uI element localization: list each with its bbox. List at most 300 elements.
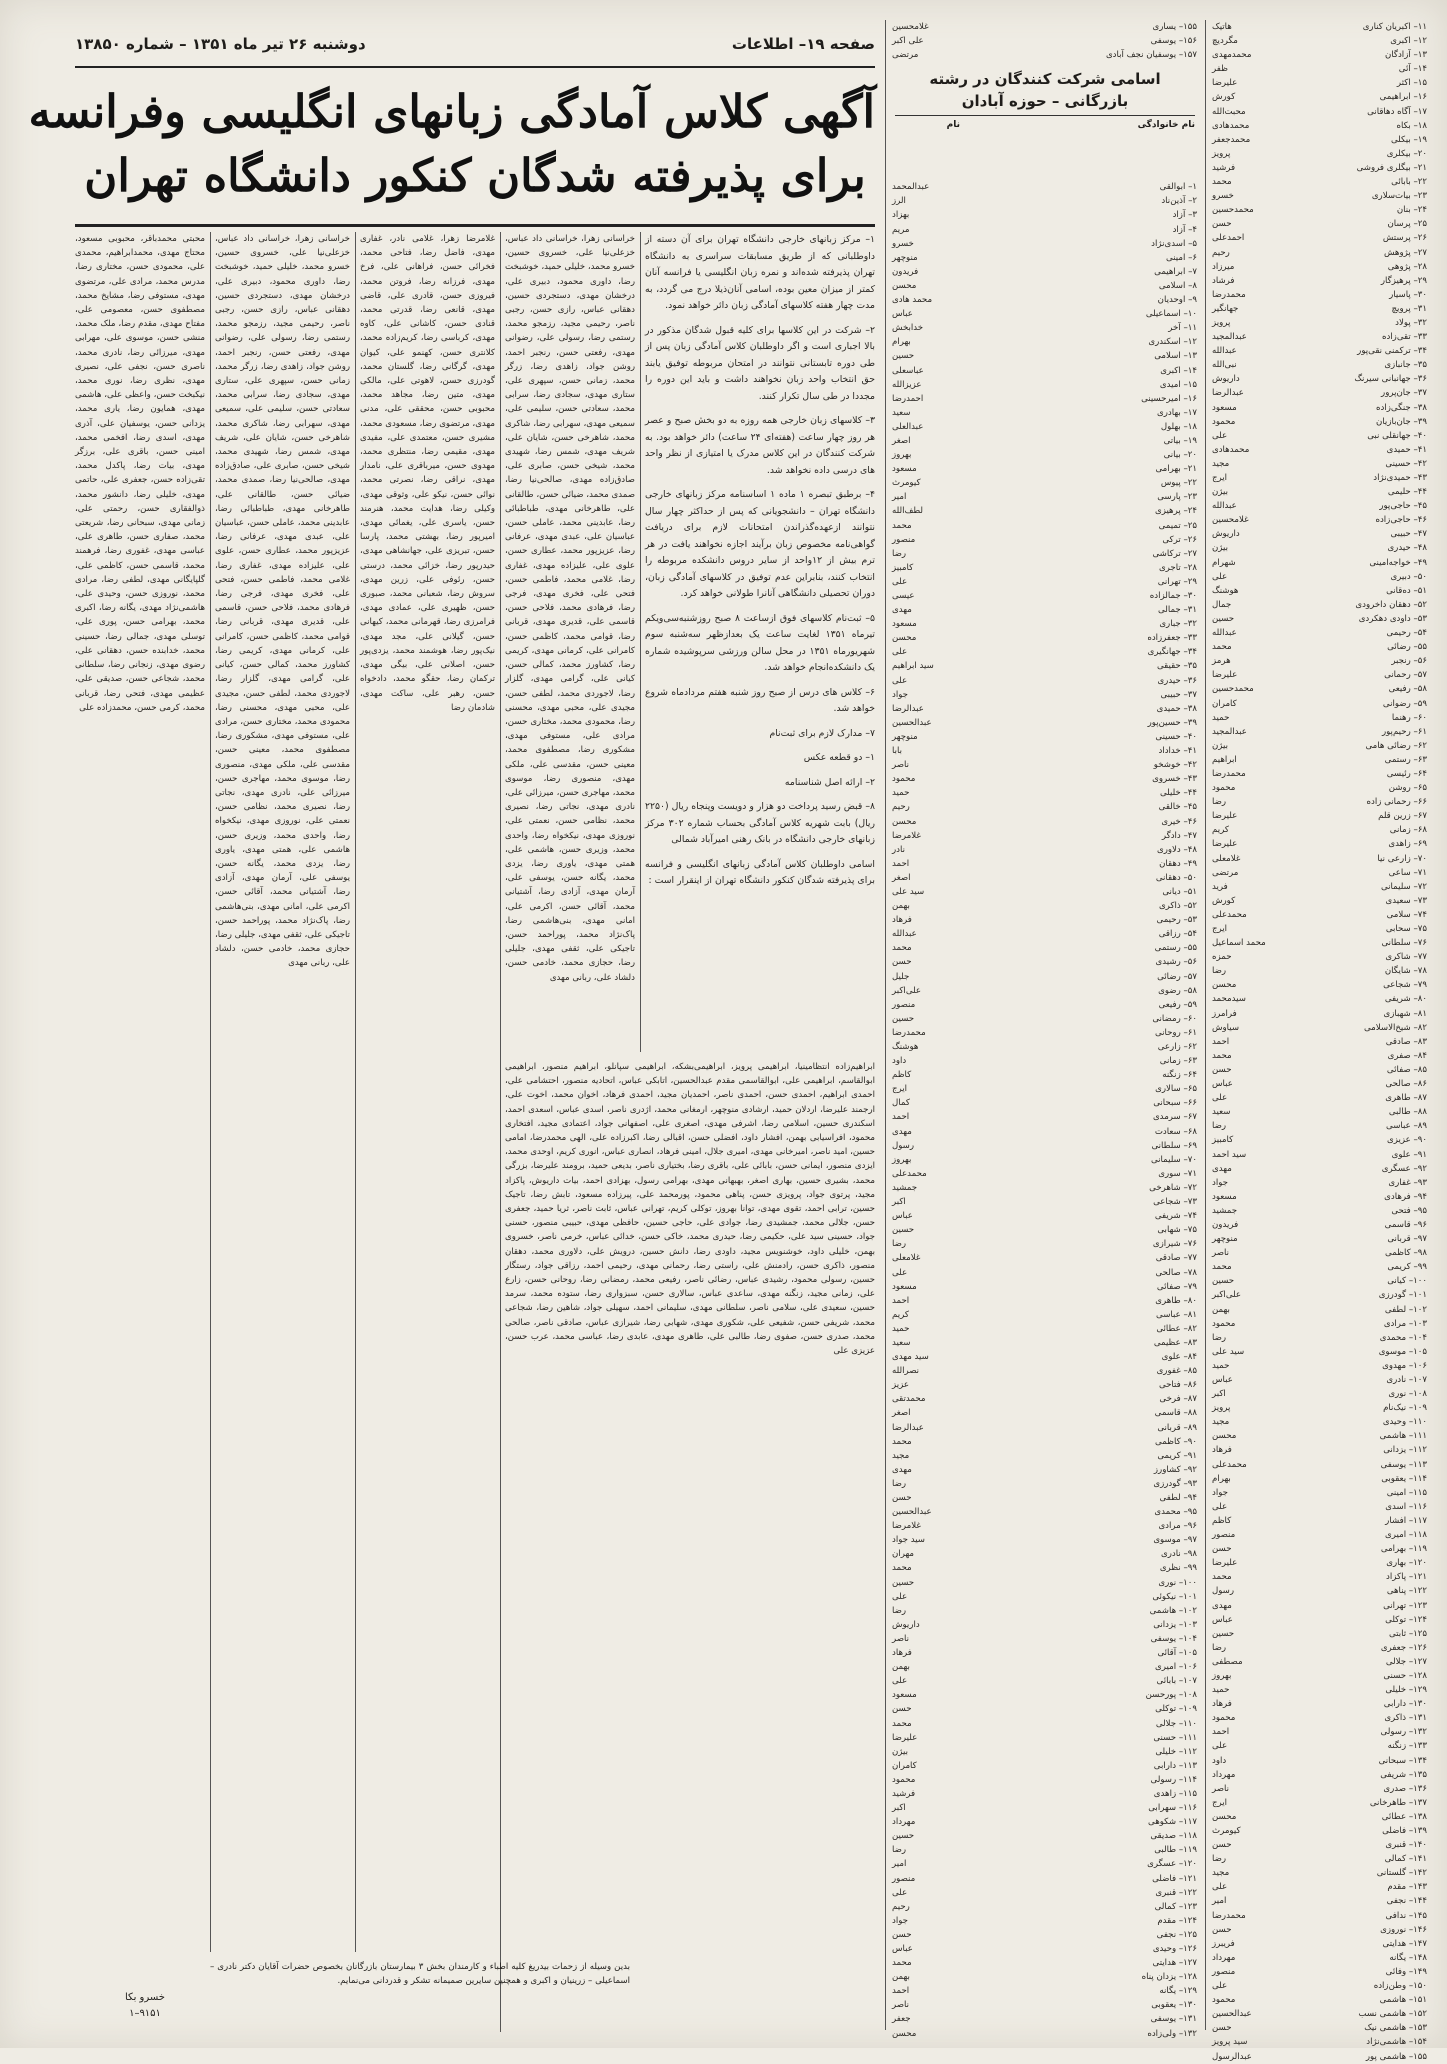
headline-rule [75,224,875,227]
name-list-row [1212,457,1427,471]
first-name: کیومرث [892,478,921,489]
family-name: ۱۵۰– وطن‌زاده [1373,1981,1427,1992]
family-name: ۹۲– عسگری [1381,1163,1427,1174]
name-list-row [892,899,1197,913]
first-name: فریبرز [1212,1938,1235,1949]
first-name: حمزه [1212,952,1232,963]
family-name: ۲۰– بیکلری [1386,148,1427,159]
name-list-row [1212,697,1427,711]
first-name: سعید [892,407,911,418]
name-list-row [1212,1218,1427,1232]
first-name: علی‌اکبر [892,985,921,996]
name-list-row [1212,1514,1427,1528]
name-list-row [892,490,1197,504]
family-name: ۶۹– سلطانی [1151,1140,1197,1151]
name-list-row [1212,1599,1427,1613]
first-name: اکبر [1212,1389,1226,1400]
name-list-row [892,307,1197,321]
family-name: ۴۴– خلیلی [1159,788,1197,799]
family-name: ۵۳– رحیمی [1156,915,1197,926]
first-name: محسن [892,2028,917,2039]
first-name: عبدالرسول [1212,2051,1252,2062]
family-name: ۶۸– سعادت [1154,1126,1197,1137]
family-name: ۸۵– صفائی [1386,1064,1427,1075]
notice-paragraph: ۲– شرکت در این کلاسها برای کلیه قبول شدگان مذکور در بالا اجباری است و اگر داوطلبان کلاس آمادگی زبان پس از طی دوره تابستانی نتوانند در امتحان مربوطه توفیق یابند حق انتخاب واحد زبان نخواهند داشت و باید این دوره را مجددا در طی سال تکرار کنند. [645,324,875,402]
name-list-row [892,857,1197,871]
family-name: ۳۸– جنگی‌زاده [1376,402,1427,413]
family-name: ۱۱۰– جلالی [1155,1718,1197,1729]
family-name: ۷۳– سعیدی [1385,895,1427,906]
first-name: رسول [892,1140,915,1151]
first-name: میرزاد [1212,261,1235,272]
first-name: محمدرضا [1212,289,1246,300]
family-name: ۹۳– گودرزی [1153,1478,1197,1489]
family-name: ۳۷– جان‌پرور [1381,388,1427,399]
name-list-row [892,392,1197,406]
first-name: محمود [892,1774,916,1785]
name-list-row [1212,260,1427,274]
signature-name: خسرو بکا [125,1992,165,2003]
family-name: ۱۱۶– اسدی [1385,1501,1427,1512]
first-name: مسعود [892,1281,917,1292]
family-name: ۲۱– بیگلری فروشی [1356,162,1427,173]
name-list-row [892,349,1197,363]
first-name: منصور [892,534,916,545]
first-name: مهدی [892,605,912,616]
first-name: سید مهدی [892,1352,929,1363]
name-list-row [1212,1331,1427,1345]
name-list-row [1212,1190,1427,1204]
first-name: کاظم [892,1070,912,1081]
first-name: مجید [1212,1417,1230,1428]
family-name: ۸۶– صالحی [1385,1079,1427,1090]
first-name: رحیم [892,802,910,813]
name-list-row [1212,386,1427,400]
first-name: فریدون [892,266,919,277]
first-name: حمید [892,1323,910,1334]
first-name: ناصر [892,2000,910,2011]
first-name: حسن [892,1493,912,1503]
family-name: ۱۲۸– یزدان پناه [1141,1972,1197,1983]
name-list-row [892,1054,1197,1068]
first-name: رحیم [892,1901,910,1912]
first-name: اصغر [892,872,911,883]
name-list-row [1212,499,1427,513]
family-name: ۵۷– رضائی [1157,971,1197,982]
first-name: رسول [1212,1586,1235,1597]
first-name: علی [892,576,908,587]
family-name: ۵۰– دبیری [1390,571,1427,582]
first-name: محبت‌الله [1212,106,1246,117]
first-name: سید پرویز [1212,2037,1248,2048]
first-name: مهرداد [1212,1952,1236,1963]
name-list-row [892,1068,1197,1082]
first-name: سیاوش [1212,1022,1240,1033]
family-name: ۱۱۱– حسنی [1153,1732,1197,1743]
first-name: محمد هادی [892,295,933,306]
name-list-row [1212,1063,1427,1077]
family-name: ۱۲۰– عسگری [1147,1859,1197,1870]
first-name: خسرو [892,238,914,249]
name-list-row [892,1463,1197,1477]
first-name: محمود [1212,1318,1236,1329]
first-name: عباسعلی [892,365,924,376]
name-list-row [892,998,1197,1012]
name-list-row [892,603,1197,617]
family-name: ۱۱۷– شکوهی [1148,1817,1197,1828]
name-list-row [892,1533,1197,1547]
first-name: عباس [1212,1614,1233,1625]
name-list-row [892,659,1197,673]
family-name: ۱۴۲– گلستانی [1376,1868,1427,1879]
name-list-row [1212,1641,1427,1655]
first-name: علی اکبر [892,36,924,47]
family-name: ۴۰– جهانقلی نبی [1367,430,1427,441]
family-name: ۱۳۱– یوسفی [1150,2014,1197,2025]
name-list-row [892,448,1197,462]
name-list-row [892,645,1197,659]
first-name: بهرام [1212,1473,1231,1484]
name-list-row [892,1702,1197,1716]
notice-paragraph: ۵– ثبت‌نام کلاسهای فوق ازساعت ۸ صبح روزشنبه‌سی‌ویکم تیرماه ۱۳۵۱ لغایت ساعت یک بعدازظهر سه‌شنبه سوم شهریورماه ۱۳۵۱ در محل سالن ورزشی سرپوشیده شماره یک دانشکده‌انجام خواهد شد. [645,612,876,673]
first-name: محمدهادی [1212,444,1250,455]
name-list-row [892,1153,1197,1167]
family-name: ۱۴۹– وفائی [1385,1966,1427,1977]
family-name: ۴– آزاد [1172,224,1197,235]
name-list-row [892,1801,1197,1815]
first-name: علی [1212,571,1228,582]
name-list-row [1212,640,1427,654]
first-name: رضا [1212,1121,1227,1132]
first-name: محسن [892,633,917,644]
name-list-row [1212,556,1427,570]
name-list-row [1212,767,1427,781]
family-name: ۳۶– حیدری [1157,675,1197,686]
first-name: رحیم [1212,247,1230,258]
first-name: فرهاد [892,1648,912,1659]
name-list-row [1212,1542,1427,1556]
name-list-row [1212,415,1427,429]
name-list-row [1212,950,1427,964]
name-list-row [892,1139,1197,1153]
first-name: ناصر [892,760,910,771]
page-number-label: صفحه ۱۹– اطلاعات [731,35,875,53]
family-name: ۱۰۸– پورحسن [1145,1690,1197,1701]
name-list-row [892,843,1197,857]
family-name: ۱۱۸– امیری [1385,1530,1427,1541]
first-name: رضا [892,548,907,559]
family-name: ۱۲۷– هدایتی [1152,1958,1197,1969]
name-list-row [892,420,1197,434]
first-name: کامران [892,1760,917,1771]
name-list-row [1212,2050,1427,2064]
column-header-first-name: نام [946,120,960,130]
name-list-row [1212,231,1427,245]
name-list-row [1212,1345,1427,1359]
name-list-row [892,730,1197,744]
first-name: علیرضا [1212,839,1238,850]
first-name: حسین [892,1831,915,1842]
first-name: عبدالمحمد [892,182,930,193]
name-list-row [892,815,1197,829]
family-name: ۳۵– حقیقی [1156,661,1197,672]
family-name: ۴۱– خداداد [1158,746,1197,757]
family-name: ۱۵– اکثر [1396,78,1427,89]
name-list-row [1212,682,1427,696]
name-list-row [1212,246,1427,260]
first-name: عباس [892,309,913,320]
name-list-row [1212,1133,1427,1147]
family-name: ۲۸– پژوهی [1387,261,1427,272]
family-name: ۱۱۹– طالبی [1154,1845,1197,1856]
first-name: علیرضا [892,1732,918,1743]
name-list-row [892,519,1197,533]
family-name: ۶۷– سرمدی [1152,1112,1197,1123]
first-name: رضا [1212,1642,1227,1653]
name-list-row [892,1561,1197,1575]
first-name: امیر [892,492,907,503]
first-name: محسن [1212,1431,1237,1442]
first-name: لطف‌الله [892,506,924,517]
name-list-row [1212,1754,1427,1768]
name-list-row [1212,1443,1427,1457]
first-name: عبدالرضا [892,1422,924,1433]
name-list-row [1212,1768,1427,1782]
family-name: ۲۲– پیوس [1160,478,1197,489]
column-divider [1205,20,1206,2030]
family-name: ۱۲۷– جلالی [1385,1656,1427,1667]
name-list-row [892,1604,1197,1618]
name-list-row [1212,527,1427,541]
name-list-row [1212,1725,1427,1739]
name-list-row [892,1110,1197,1124]
name-list-row [892,462,1197,476]
first-name: حسن [1212,1840,1232,1851]
family-name: ۱۵۶– یوسفی [1150,36,1197,47]
family-name: ۱۰۳– یزدانی [1153,1619,1197,1630]
name-list-row [1212,1782,1427,1796]
first-name: مسعود [892,619,917,630]
name-list-row [892,1096,1197,1110]
first-name: علی [1212,430,1228,441]
first-name: منصور [892,999,916,1010]
family-name: ۶۱– روحانی [1154,1027,1197,1038]
first-name: حسن [892,957,912,968]
notice-paragraph: ۲– ارائه اصل شناسنامه [784,776,875,788]
family-name: ۱۲۲– پناهی [1386,1586,1427,1597]
family-name: ۳۰– جمالزاده [1149,591,1197,601]
first-name: جعفر [892,2014,911,2025]
name-list-row [1212,344,1427,358]
first-name: داریوش [892,1619,920,1630]
names-prose-text: غلامرضا زهرا، غلامی نادر، غفاری مهدی، فاضل رضا، فتاحی محمد، فخرائی حسن، فراهانی علی، فرخ مهدی، فرزانه رضا، فروتن محمد، فیروزی حسن، قادری علی، قاضی مهدی، قانعی رضا، قدرتی محمد، قنادی حسن، کاشانی علی، کاوه مهدی، کرباسی رضا، کریم‌زاده محمد، کلانتری حسن، کهنمو علی، کیوان مهدی، گرگانی رضا، گلستان محمد، گودرزی حسن، لاهوتی علی، مالکی مهدی، متین رضا، مجاهد محمد، محبوبی حسن، محققی علی، مدنی مهدی، مرتضوی رضا، مسعودی محمد، مشیری حسن، معتمدی علی، مفیدی مهدی، مقیمی رضا، منتظری محمد، مهدوی حسن، میرباقری علی، نامدار مهدی، نراقی رضا، نصرتی محمد، نوائی حسن، نیکو علی، وثوقی مهدی، وکیلی رضا، هدایت محمد، هنرمند حسن، یاسری علی، یغمائی مهدی، امیرپور رضا، بهشتی محمد، پارسا حسن، تبریزی علی، جهانشاهی مهدی، حیدرپور رضا، خزائی محمد، درستی حسن، رئوفی علی، زرین مهدی، سروش رضا، شعبانی محمد، صبوری حسن، ظهیری علی، عمادی مهدی، فرامرزی رضا، قهرمانی محمد، کیهانی حسن، گیلانی علی، مجد مهدی، نیک‌پور رضا، هوشمند محمد، یزدی‌پور حسن، اصلانی علی، بیگی مهدی، ترکمان رضا، حقگو محمد، دادخواه حسن، رهبر علی، ساکت مهدی، شادمان رضا [360,234,495,713]
name-list-row [1212,823,1427,837]
headline-line-1: آگهی کلاس آمادگی زبانهای انگلیسی وفرانسه [28,85,875,138]
family-name: ۲۵– تمیمی [1158,520,1197,531]
name-list-row [1212,1401,1427,1415]
family-name: ۴۸– حیدری [1387,543,1427,554]
first-name: عبدالله [1212,628,1237,639]
name-list-row [892,1125,1197,1139]
first-name: محمدعلی [1212,909,1247,920]
page-header [75,28,875,60]
names-prose-column [360,232,495,1952]
first-name: داریوش [1212,529,1240,540]
family-name: ۷۸– صالحی [1155,1267,1197,1278]
name-list-row [892,1618,1197,1632]
notice-paragraph: ۶– کلاس های درس از صبح روز شنبه هفتم مردادماه شروع خواهد شد. [645,686,875,714]
name-list-row [1212,1246,1427,1260]
family-name: ۴۹– خواجه‌امینی [1369,557,1427,568]
name-list-row [892,1505,1197,1519]
name-list-row [892,786,1197,800]
notice-paragraph: ۳– کلاسهای زبان خارجی همه روزه به دو بخش صبح و عصر هر روز چهار ساعت (هفته‌ای ۲۴ ساعت) دائر خواهد بود. به شرکت کنندگان در این کلاس مدرک یا امتیازی از نظر واحد های درسی داده نخواهد شد. [645,415,875,476]
signature-block [90,1990,200,2030]
family-name: ۷۶– سلطانی [1381,938,1427,949]
first-name: ظفر [1212,64,1228,75]
name-list-row [1212,401,1427,415]
family-name: ۱۲۳– کمالی [1154,1901,1197,1912]
column-divider [210,232,211,1952]
column-divider [355,232,356,1952]
name-list-row [892,1632,1197,1646]
first-name: غلامحسین [892,22,929,32]
first-name: پرویز [1212,148,1231,159]
name-list-row [892,533,1197,547]
family-name: ۱۲۹– یگانه [1159,1986,1197,1997]
name-list-row [892,688,1197,702]
name-list-row [1212,1965,1427,1979]
family-name: ۳۲– پولاد [1395,317,1427,328]
name-list-row [1212,119,1427,133]
name-list-row [1212,1796,1427,1810]
first-name: محسن [1212,980,1237,991]
first-name: رضا [1212,1854,1227,1865]
first-name: رضا [892,1605,907,1616]
column-divider [640,232,641,1052]
family-name: ۱۳۶– صدری [1383,1783,1427,1794]
name-list-row [892,829,1197,843]
family-name: ۱۵۵– یساری [1152,22,1197,32]
names-prose-column [505,1060,875,2030]
name-list-row [1212,1260,1427,1274]
first-name: محمود [892,774,916,785]
first-name: غلامرضا [892,830,921,841]
family-name: ۱۵– امیدی [1159,379,1197,390]
name-list-row [892,1378,1197,1392]
first-name: مهدی [1212,1163,1232,1174]
name-list-row [892,772,1197,786]
name-list-row [892,364,1197,378]
first-name: جمال [1212,599,1232,610]
family-name: ۶۰– رمضانی [1152,1013,1197,1024]
name-list-row [892,617,1197,631]
family-name: ۶۰– رهنما [1391,712,1427,723]
family-name: ۸۶– فتاحی [1158,1380,1197,1391]
family-name: ۶۵– سالاری [1155,1084,1197,1095]
name-list-row [1212,1429,1427,1443]
first-name: محمد اسماعیل [1212,938,1266,949]
name-list-row [892,1209,1197,1223]
first-name: کمال [892,1098,910,1109]
family-name: ۳۸– حمیدی [1156,703,1197,714]
first-name: محمود [1212,1995,1236,2006]
name-list-row [1212,1824,1427,1838]
first-name: کامران [1212,698,1237,709]
first-name: ناصر [1212,1248,1230,1259]
name-list-row [1212,20,1427,34]
names-prose-text: خراسانی زهرا، خراسانی داد عباس، خزعلی‌نیا علی، خسروی حسین، خسرو محمد، خلیلی حمید، خوشبخت رضا، داوری محمود، دبیری علی، درخشان مهدی، دستجردی حسین، دهقانی عباس، رازی حسن، رجبی ناصر، رحیمی مجید، رزمجو محمد، رستمی رضا، رسولی علی، رضوانی مهدی، رفعتی حسن، رنجبر احمد، روشن جواد، زاهدی رضا، زرگر محمد، زمانی حسن، سپهری علی، ستاری مهدی، سجادی رضا، سرابی محمد، سعادتی حسن، سلیمی علی، سمیعی مهدی، سهرابی رضا، شاکری محمد، شاهرخی حسن، شایان علی، شریف مهدی، شمس رضا، شهیدی محمد، شیخی حسن، صابری علی، صادق‌زاده مهدی، صالحی‌نیا رضا، صمدی محمد، ضیائی حسن، طالقانی علی، طاهرخانی مهدی، طباطبائی رضا، عابدینی محمد، عاملی حسن، عباسیان علی، عبدی مهدی، عرفانی رضا، عزیزپور محمد، عطاری حسن، علوی علی، علیزاده مهدی، غفاری رضا، غلامی محمد، فاطمی حسن، فتحی علی، فخری مهدی، فرجی رضا، فرهادی محمد، فلاحی حسن، قاسمی علی، قدیری مهدی، قربانی رضا، قوامی محمد، کاظمی حسن، کامرانی علی، کرمانی مهدی، کریمی رضا، کشاورز محمد، کمالی حسن، کیانی علی، گرامی مهدی، گلزار رضا، لاجوردی محمد، لطفی حسن، مجیدی علی، محبی مهدی، محسنی رضا، محمودی محمد، مختاری حسن، مرادی علی، مستوفی مهدی، مشکوری رضا، مصطفوی محمد، معینی حسن، مقدسی علی، ملکی مهدی، منصوری رضا، موسوی محمد، مهاجری حسن، میرزائی علی، نادری مهدی، نجاتی رضا، نصیری محمد، نظامی حسن، نعمتی علی، نوروزی مهدی، نیکخواه رضا، واحدی محمد، وزیری حسن، هاشمی علی، همتی مهدی، یاوری رضا، یزدی محمد، یگانه حسن، یوسفی علی، آرمان مهدی، آزادی رضا، آشتیانی محمد، آقائی حسن، اکرمی علی، امانی مهدی، بنی‌هاشمی رضا، پاک‌نژاد محمد، پوراحمد حسن، تاجیکی علی، ثقفی مهدی، جلیلی رضا، حجازی محمد، خادمی حسن، دلشاد علی، ربانی مهدی [505,234,635,983]
first-name: محمد [1212,642,1232,653]
family-name: ۱۹– بیکلی [1390,134,1427,145]
first-name: علی [1212,1981,1228,1992]
name-list-row [892,2012,1197,2026]
family-name: ۲۶– ترکی [1162,534,1197,545]
family-name: ۸۹– قربانی [1157,1422,1197,1433]
first-name: پرویز [1212,1403,1231,1414]
name-list-row [892,561,1197,575]
family-name: ۱۰۶– امیری [1155,1662,1197,1673]
first-name: فرشید [892,1788,916,1799]
first-name: امیر [892,1859,907,1870]
name-list-row [1212,809,1427,823]
name-list-row [1212,1556,1427,1570]
family-name: ۹۱– علوی [1391,1149,1427,1160]
name-list-row [892,335,1197,349]
first-name: فرشید [1212,162,1236,173]
family-name: ۴۴– حلیمی [1387,487,1427,498]
signature-code: ۹۱۵۱–۱ [129,2008,161,2019]
name-list-row [1212,1894,1427,1908]
name-list-row [892,321,1197,335]
family-name: ۷۱– ساعی [1388,867,1427,878]
first-name: منصور [1212,1966,1236,1977]
name-list-row [892,984,1197,998]
first-name: علیرضا [1212,78,1238,89]
name-list-row [892,1547,1197,1561]
family-name: ۸۲– شیخ‌الاسلامی [1364,1022,1427,1033]
first-name: مصطفی [1212,1656,1243,1667]
first-name: مگردیچ [1212,36,1238,47]
family-name: ۶۶– سبحانی [1153,1098,1197,1109]
first-name: مریم [892,224,910,235]
issue-date-label: دوشنبه ۲۶ تیر ماه ۱۳۵۱ – شماره ۱۳۸۵۰ [75,35,366,53]
family-name: ۱۸– بهلول [1160,421,1197,432]
family-name: ۹۴– فرهادی [1384,1191,1427,1202]
name-list-row [892,1477,1197,1491]
name-list-row [1212,1119,1427,1133]
family-name: ۱۰– اسماعیلی [1145,309,1197,320]
thanks-notice: بدین وسیله از زحمات بیدریغ کلیه اطباء و کارمندان بخش ۳ بیمارستان بازرگانان بخصوص حضرات آقایان دکتر نادری – اسماعیلی – زرینیان و اکبری و همچنین سایرین صمیمانه تشکر و قدردانی می‌نمایم. [210,1962,630,1986]
family-name: ۹۰– عزیزی [1387,1135,1427,1146]
name-list-row [892,702,1197,716]
family-name: ۱۸– بکاه [1396,120,1427,131]
first-name: عبدالرضا [892,703,924,714]
first-name: محمود [1212,783,1236,794]
family-name: ۱۱۴– رسولی [1150,1774,1197,1785]
first-name: مهدی [892,1126,912,1137]
names-prose-text: محبتی محمدباقر، محبوبی مسعود، محتاج مهدی، محمدابراهیم، محمدی علی، محمودی حسن، مختاری رضا، مدرس محمد، مرادی علی، مرتضوی مهدی، مستوفی رضا، مشایخ محمد، مصطفوی حسن، معصومی علی، مفتاح مهدی، مقدم رضا، ملک محمد، منشی حسن، موسوی علی، مهرابی مهدی، میرزائی رضا، نادری محمد، ناصری حسن، نجفی علی، نصیری مهدی، نظری رضا، نوری محمد، نیکبخت حسن، واعظی علی، هاشمی مهدی، همایون رضا، یاری محمد، یزدانی حسن، یوسفیان علی، آذری مهدی، اسدی رضا، افخمی محمد، امینی حسن، باقری علی، برزگر مهدی، بیات رضا، پاکدل محمد، تقی‌زاده حسن، جعفری علی، حاتمی مهدی، خلیلی رضا، دانشور محمد، ذوالفقاری حسن، رحمتی علی، زمانی مهدی، سبحانی رضا، شریعتی محمد، صفاری حسن، طاهری علی، عباسی مهدی، غفوری رضا، فرهمند محمد، قاسمی حسن، کاظمی علی، گلپایگانی مهدی، لطفی رضا، مرادی محمد، نوروزی حسن، وحیدی علی، هاشمی‌نژاد مهدی، یگانه رضا، اکبری محمد، بهرامی حسن، پوری علی، توسلی مهدی، جمالی رضا، حسینی محمد، خدابنده حسن، دهقانی علی، رضوی مهدی، زنجانی رضا، سلطانی محمد، شجاعی حسن، صدیقی علی، عظیمی مهدی، فتحی رضا، قربانی محمد، کرمی حسن، محمدزاده علی [75,234,205,713]
name-list-row [892,1872,1197,1886]
name-list-row [892,800,1197,814]
first-name: عبدالله [1212,501,1237,512]
name-list-row [1212,90,1427,104]
name-list-row [1212,330,1427,344]
name-list-row [892,1674,1197,1688]
family-name: ۱۱۶– سهرابی [1148,1803,1197,1814]
family-name: ۲– آذین‌ناد [1161,196,1197,207]
first-name: عبدالحسین [1212,2009,1252,2020]
